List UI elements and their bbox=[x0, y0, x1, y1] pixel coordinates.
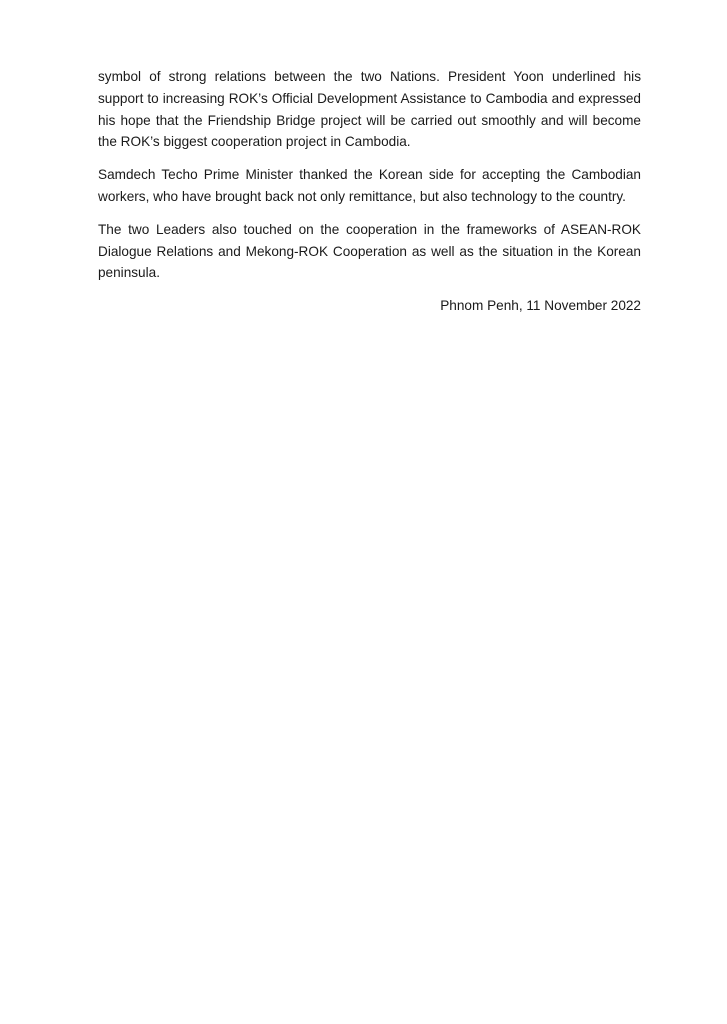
paragraph-samdech-techo: Samdech Techo Prime Minister thanked the Korean side for accepting the Cambodian workers, who have brought back not only remittance, but also technology to the country. bbox=[98, 167, 641, 204]
paragraph-president-yoon: symbol of strong relations between the two Nations. President Yoon underlined his support to increasing ROK’s Official Development Assistance to Cambodia and expressed his hope that the Friendship Bridge project will be carried out smoothly and will become the ROK’s biggest cooperation project in Cambodia. bbox=[98, 69, 641, 150]
paragraph-two-leaders: The two Leaders also touched on the cooperation in the frameworks of ASEAN-ROK Dialogue Relations and Mekong-ROK Cooperation as well as the situation in the Korean peninsula. bbox=[98, 221, 641, 281]
place-date-signoff: Phnom Penh, 11 November 2022 bbox=[440, 298, 641, 314]
document-body bbox=[98, 66, 641, 317]
